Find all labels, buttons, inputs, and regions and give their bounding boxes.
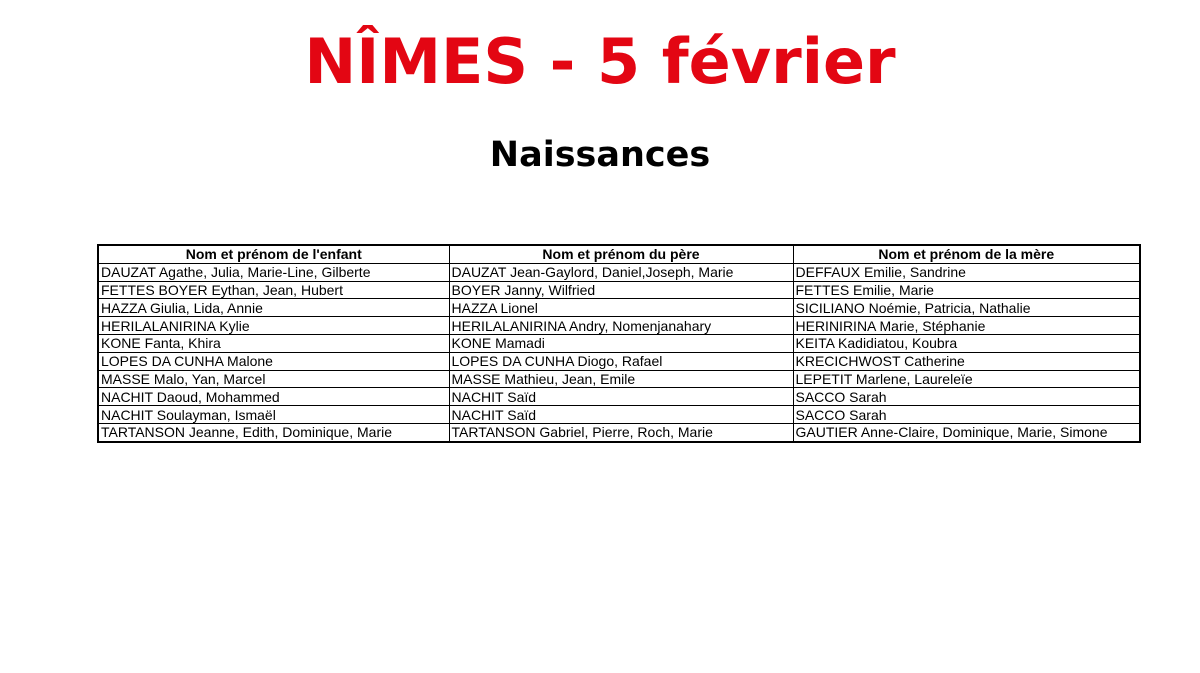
child-name-cell: MASSE Malo, Yan, Marcel bbox=[98, 370, 449, 388]
table-row bbox=[98, 263, 1140, 281]
father-name-cell: HAZZA Lionel bbox=[449, 299, 793, 317]
child-name-cell: DAUZAT Agathe, Julia, Marie-Line, Gilberte bbox=[98, 263, 449, 281]
column-header-father: Nom et prénom du père bbox=[449, 245, 793, 263]
table-row bbox=[98, 423, 1140, 441]
father-name-cell: NACHIT Saïd bbox=[449, 406, 793, 424]
table-row bbox=[98, 388, 1140, 406]
mother-name-cell: GAUTIER Anne-Claire, Dominique, Marie, Simone bbox=[793, 423, 1140, 441]
table-header-row bbox=[98, 245, 1140, 263]
child-name-cell: LOPES DA CUNHA Malone bbox=[98, 352, 449, 370]
mother-name-cell: KEITA Kadidiatou, Koubra bbox=[793, 334, 1140, 352]
column-header-child: Nom et prénom de l'enfant bbox=[98, 245, 449, 263]
child-name-cell: NACHIT Daoud, Mohammed bbox=[98, 388, 449, 406]
father-name-cell: DAUZAT Jean-Gaylord, Daniel,Joseph, Marie bbox=[449, 263, 793, 281]
table-row bbox=[98, 352, 1140, 370]
table-row bbox=[98, 299, 1140, 317]
child-name-cell: TARTANSON Jeanne, Edith, Dominique, Marie bbox=[98, 423, 449, 441]
table-row bbox=[98, 317, 1140, 335]
child-name-cell: FETTES BOYER Eythan, Jean, Hubert bbox=[98, 281, 449, 299]
mother-name-cell: SACCO Sarah bbox=[793, 388, 1140, 406]
mother-name-cell: FETTES Emilie, Marie bbox=[793, 281, 1140, 299]
table-row bbox=[98, 334, 1140, 352]
child-name-cell: HAZZA Giulia, Lida, Annie bbox=[98, 299, 449, 317]
column-header-mother: Nom et prénom de la mère bbox=[793, 245, 1140, 263]
father-name-cell: HERILALANIRINA Andry, Nomenjanahary bbox=[449, 317, 793, 335]
section-heading: Naissances bbox=[489, 135, 711, 175]
father-name-cell: BOYER Janny, Wilfried bbox=[449, 281, 793, 299]
page-title: NÎMES - 5 février bbox=[304, 25, 896, 98]
child-name-cell: NACHIT Soulayman, Ismaël bbox=[98, 406, 449, 424]
child-name-cell: KONE Fanta, Khira bbox=[98, 334, 449, 352]
mother-name-cell: SICILIANO Noémie, Patricia, Nathalie bbox=[793, 299, 1140, 317]
father-name-cell: TARTANSON Gabriel, Pierre, Roch, Marie bbox=[449, 423, 793, 441]
father-name-cell: KONE Mamadi bbox=[449, 334, 793, 352]
father-name-cell: MASSE Mathieu, Jean, Emile bbox=[449, 370, 793, 388]
table-row bbox=[98, 281, 1140, 299]
father-name-cell: LOPES DA CUNHA Diogo, Rafael bbox=[449, 352, 793, 370]
births-table bbox=[97, 244, 1141, 443]
mother-name-cell: LEPETIT Marlene, Laureleïe bbox=[793, 370, 1140, 388]
table-row bbox=[98, 370, 1140, 388]
father-name-cell: NACHIT Saïd bbox=[449, 388, 793, 406]
child-name-cell: HERILALANIRINA Kylie bbox=[98, 317, 449, 335]
mother-name-cell: DEFFAUX Emilie, Sandrine bbox=[793, 263, 1140, 281]
mother-name-cell: HERINIRINA Marie, Stéphanie bbox=[793, 317, 1140, 335]
mother-name-cell: KRECICHWOST Catherine bbox=[793, 352, 1140, 370]
mother-name-cell: SACCO Sarah bbox=[793, 406, 1140, 424]
table-row bbox=[98, 406, 1140, 424]
